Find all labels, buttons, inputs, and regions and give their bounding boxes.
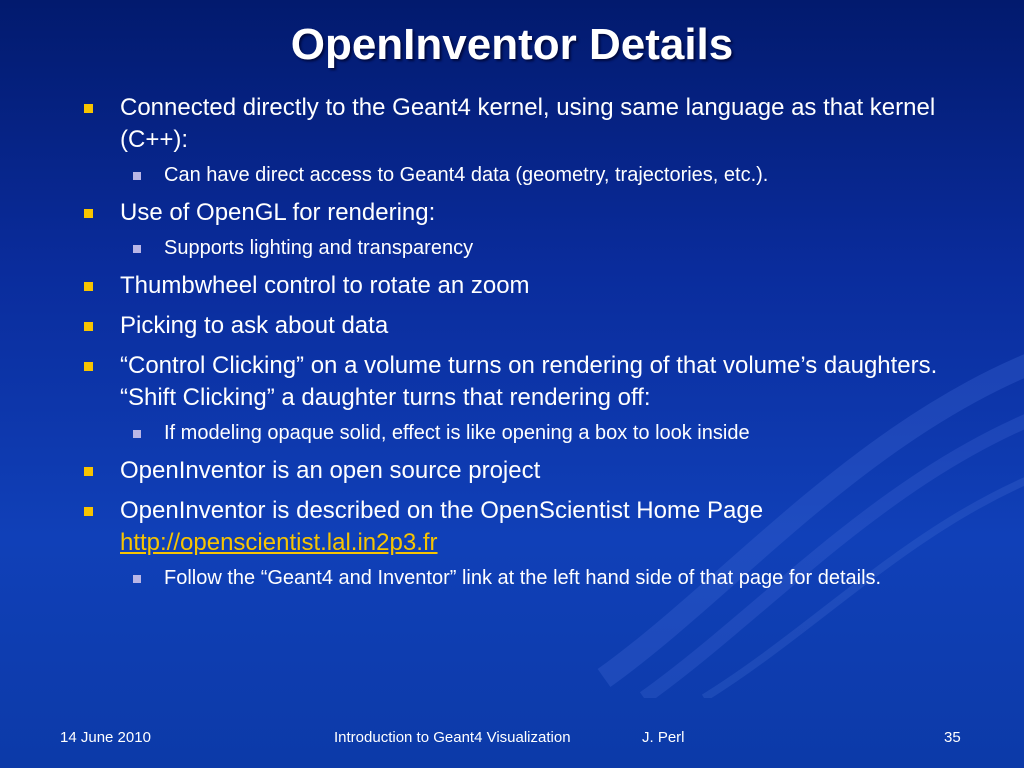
bullet-item	[82, 270, 962, 302]
bullet-text: Can have direct access to Geant4 data (geometry, trajectories, etc.).	[164, 164, 769, 186]
square-bullet-icon	[133, 245, 141, 253]
square-bullet-icon	[84, 104, 93, 113]
bullet-item	[82, 92, 962, 156]
bullet-text: Thumbwheel control to rotate an zoom	[120, 272, 530, 299]
footer-presentation-title: Introduction to Geant4 Visualization	[334, 729, 571, 746]
bullet-text: If modeling opaque solid, effect is like opening a box to look inside	[164, 422, 750, 444]
square-bullet-icon	[84, 282, 93, 291]
slide-title: OpenInventor Details	[290, 20, 734, 69]
bullet-item	[82, 350, 962, 414]
footer-date: 14 June 2010	[60, 729, 151, 746]
square-bullet-icon	[133, 575, 141, 583]
sub-bullet-item	[82, 420, 962, 447]
bullet-text: Supports lighting and transparency	[164, 237, 474, 259]
bullet-list	[82, 92, 962, 600]
sub-bullet-item	[82, 235, 962, 262]
bullet-text: Follow the “Geant4 and Inventor” link at the left hand side of that page for details.	[164, 567, 882, 589]
square-bullet-icon	[84, 467, 93, 476]
bullet-item	[82, 197, 962, 229]
footer-author: J. Perl	[642, 729, 685, 746]
bullet-text: OpenInventor is described on the OpenScientist Home Page	[120, 497, 764, 524]
sub-bullet-item	[82, 565, 962, 592]
bullet-item	[82, 455, 962, 487]
square-bullet-icon	[133, 430, 141, 438]
bullet-text: Connected directly to the Geant4 kernel, using same language as that kernel (C++):	[120, 94, 936, 153]
bullet-item	[82, 495, 962, 559]
bullet-text: Picking to ask about data	[120, 312, 389, 339]
square-bullet-icon	[133, 172, 141, 180]
bullet-text: “Control Clicking” on a volume turns on rendering of that volume’s daughters. “Shift Clicking” a daughter turns that rendering off:	[120, 352, 938, 411]
bullet-text: Use of OpenGL for rendering:	[120, 199, 436, 226]
square-bullet-icon	[84, 507, 93, 516]
bullet-item	[82, 310, 962, 342]
square-bullet-icon	[84, 209, 93, 218]
slide-number: 35	[944, 729, 961, 746]
square-bullet-icon	[84, 362, 93, 371]
openscientist-link[interactable]: http://openscientist.lal.in2p3.fr	[120, 529, 438, 556]
bullet-text: OpenInventor is an open source project	[120, 457, 541, 484]
square-bullet-icon	[84, 322, 93, 331]
sub-bullet-item	[82, 162, 962, 189]
